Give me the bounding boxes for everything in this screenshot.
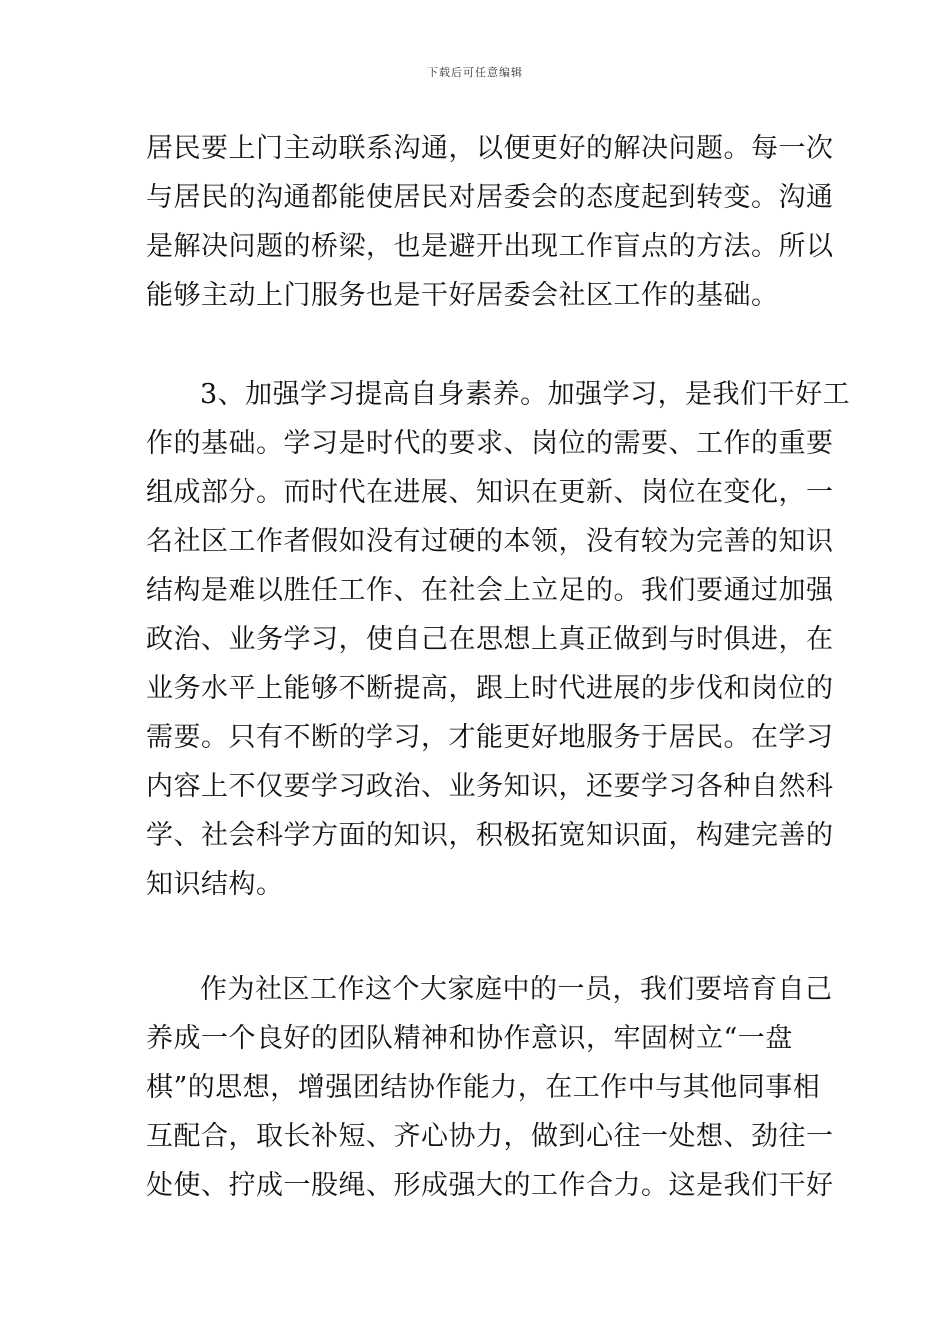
text-line: 政治、业务学习，使自己在思想上真正做到与时俱进，在 [146,624,834,655]
text-line: 结构是难以胜任工作、在社会上立足的。我们要通过加强 [146,575,834,606]
text-line: 名社区工作者假如没有过硬的本领，没有较为完善的知识 [146,526,834,557]
text-line: 与居民的沟通都能使居民对居委会的态度起到转变。沟通 [146,182,834,213]
text-line: 棋”的思想，增强团结协作能力，在工作中与其他同事相 [146,1072,821,1103]
page-header: 下载后可任意编辑 [427,66,523,79]
paragraph-2 [146,370,851,909]
text-line: 内容上不仅要学习政治、业务知识，还要学习各种自然科 [146,771,834,802]
text-line: 学、社会科学方面的知识，积极拓宽知识面，构建完善的 [146,820,834,851]
text-line: 处使、拧成一股绳、形成强大的工作合力。这是我们干好 [146,1170,834,1201]
text-line: 业务水平上能够不断提高，跟上时代进展的步伐和岗位的 [146,673,834,704]
paragraph-1 [146,124,834,320]
paragraph-3 [146,965,834,1210]
text-line: 居民要上门主动联系沟通，以便更好的解决问题。每一次 [146,133,834,164]
text-line: 是解决问题的桥梁，也是避开出现工作盲点的方法。所以 [146,231,834,262]
text-line: 知识结构。 [146,869,284,900]
text-line: 能够主动上门服务也是干好居委会社区工作的基础。 [146,280,779,311]
text-line: 作的基础。学习是时代的要求、岗位的需要、工作的重要 [146,428,834,459]
text-line: 作为社区工作这个大家庭中的一员，我们要培育自己 [200,974,833,1005]
text-line: 需要。只有不断的学习，才能更好地服务于居民。在学习 [146,722,834,753]
text-line: 3、加强学习提高自身素养。加强学习，是我们干好工 [200,379,851,410]
text-line: 组成部分。而时代在进展、知识在更新、岗位在变化，一 [146,477,834,508]
text-line: 互配合，取长补短、齐心协力，做到心往一处想、劲往一 [146,1121,834,1152]
text-line: 养成一个良好的团队精神和协作意识，牢固树立“一盘 [146,1023,793,1054]
